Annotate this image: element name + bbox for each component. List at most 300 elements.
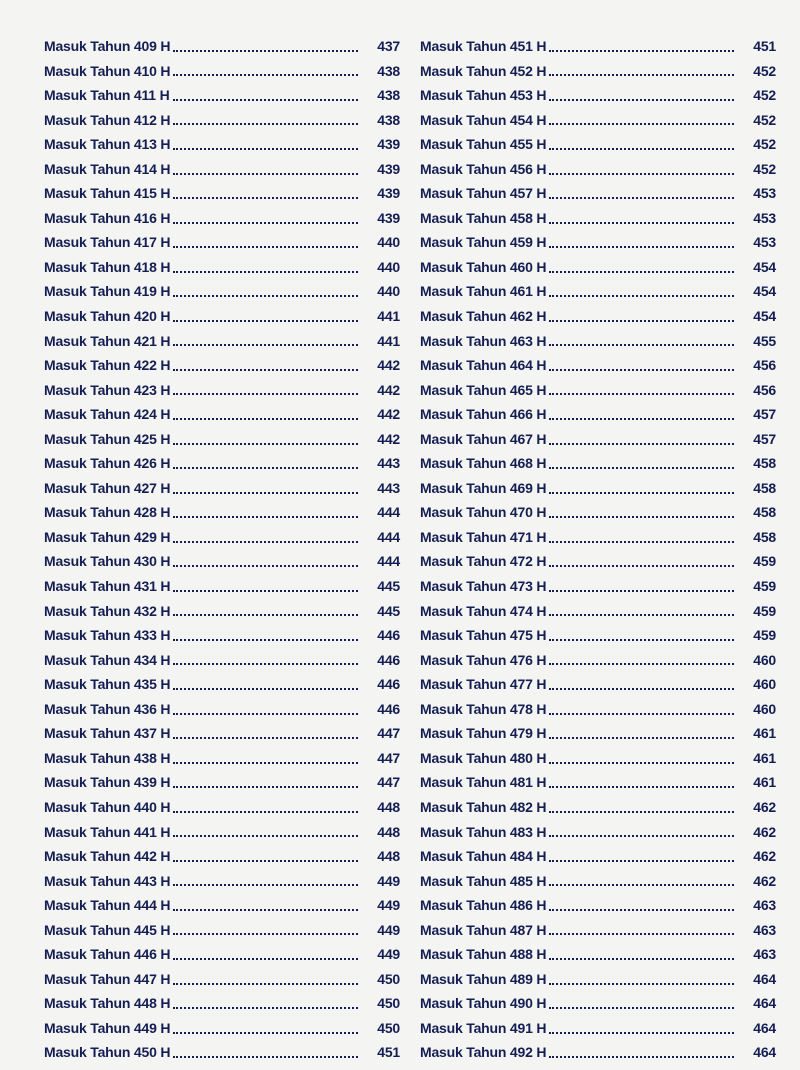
dot-leader [173, 589, 358, 592]
dot-leader [173, 98, 359, 101]
toc-entry-page-number: 449 [377, 946, 400, 963]
toc-entry-page-number: 464 [753, 1019, 776, 1036]
toc-entry [44, 427, 400, 452]
dot-leader [173, 957, 358, 960]
toc-entry-page-number: 449 [377, 897, 400, 914]
toc-entry-page-number: 443 [377, 479, 400, 496]
toc-entry-page-number: 463 [753, 921, 776, 938]
toc-entry-page-number: 452 [753, 87, 776, 104]
toc-entry [44, 623, 400, 648]
toc-entry [420, 820, 776, 845]
toc-entry [44, 599, 400, 624]
toc-entry-label: Masuk Tahun 442 H [44, 848, 171, 865]
dot-leader [549, 491, 734, 494]
dot-leader [173, 736, 358, 739]
toc-entry-page-number: 437 [377, 38, 400, 54]
toc-entry-page-number: 460 [753, 700, 776, 717]
toc-entry [420, 59, 776, 84]
toc-entry-label: Masuk Tahun 448 H [44, 995, 171, 1012]
toc-entry [44, 820, 400, 845]
toc-entry-page-number: 464 [753, 995, 776, 1012]
toc-entry [44, 967, 400, 992]
toc-entry-label: Masuk Tahun 417 H [44, 234, 171, 251]
dot-leader [173, 172, 358, 175]
toc-entry-label: Masuk Tahun 446 H [44, 946, 171, 963]
toc-entry-label: Masuk Tahun 492 H [420, 1044, 547, 1061]
toc-entry [420, 157, 776, 182]
toc-entry-label: Masuk Tahun 478 H [420, 700, 547, 717]
dot-leader [549, 662, 734, 665]
dot-leader [173, 1031, 358, 1034]
toc-entry [420, 427, 776, 452]
dot-leader [549, 834, 734, 837]
toc-entry [44, 378, 400, 403]
dot-leader [549, 638, 734, 641]
toc-entry [420, 599, 776, 624]
toc-entry-page-number: 442 [377, 357, 400, 374]
dot-leader [549, 957, 734, 960]
toc-entry-label: Masuk Tahun 447 H [44, 970, 171, 987]
toc-entry-label: Masuk Tahun 441 H [44, 823, 171, 840]
toc-entry-label: Masuk Tahun 471 H [420, 528, 547, 545]
toc-entry-page-number: 458 [753, 455, 776, 472]
toc-entry-label: Masuk Tahun 430 H [44, 553, 171, 570]
toc-entry [44, 795, 400, 820]
toc-entry [44, 206, 400, 231]
toc-entry [420, 721, 776, 746]
toc-entry [420, 1016, 776, 1041]
toc-entry-label: Masuk Tahun 409 H [44, 38, 171, 54]
toc-entry-page-number: 456 [753, 381, 776, 398]
toc-entry [420, 623, 776, 648]
toc-entry-page-number: 459 [753, 627, 776, 644]
dot-leader [549, 515, 734, 518]
dot-leader [173, 147, 358, 150]
dot-leader [549, 932, 734, 935]
dot-leader [549, 122, 734, 125]
dot-leader [173, 368, 358, 371]
toc-entry-label: Masuk Tahun 420 H [44, 308, 171, 325]
toc-entry-page-number: 449 [377, 921, 400, 938]
dot-leader [173, 1055, 358, 1058]
toc-entry-label: Masuk Tahun 463 H [420, 332, 547, 349]
toc-entry [44, 304, 400, 329]
toc-entry-page-number: 450 [377, 1019, 400, 1036]
dot-leader [549, 147, 734, 150]
toc-entry [44, 34, 400, 59]
toc-entry-label: Masuk Tahun 455 H [420, 136, 547, 153]
toc-entry-label: Masuk Tahun 479 H [420, 725, 547, 742]
toc-entry-page-number: 438 [377, 111, 400, 128]
dot-leader [549, 761, 734, 764]
toc-entry [420, 378, 776, 403]
toc-entry-page-number: 439 [377, 160, 400, 177]
toc-entry-page-number: 457 [753, 406, 776, 423]
toc-entry-page-number: 454 [753, 283, 776, 300]
toc-entry-page-number: 459 [753, 553, 776, 570]
dot-leader [549, 712, 734, 715]
toc-entry [420, 304, 776, 329]
toc-entry-label: Masuk Tahun 456 H [420, 160, 547, 177]
toc-entry [44, 893, 400, 918]
toc-entry-page-number: 446 [377, 627, 400, 644]
dot-leader [173, 564, 358, 567]
dot-leader [173, 417, 358, 420]
toc-entry-page-number: 456 [753, 357, 776, 374]
toc-entry-page-number: 454 [753, 258, 776, 275]
toc-entry-page-number: 441 [377, 308, 400, 325]
dot-leader [549, 417, 734, 420]
toc-entry-label: Masuk Tahun 418 H [44, 258, 171, 275]
toc-entry [44, 844, 400, 869]
toc-entry-label: Masuk Tahun 450 H [44, 1044, 171, 1061]
dot-leader [549, 245, 734, 248]
toc-entry [44, 525, 400, 550]
toc-entry-page-number: 459 [753, 602, 776, 619]
toc-entry [44, 353, 400, 378]
dot-leader [173, 638, 358, 641]
dot-leader [549, 1006, 734, 1009]
dot-leader [173, 932, 358, 935]
toc-entry-page-number: 448 [377, 823, 400, 840]
toc-entry [44, 918, 400, 943]
toc-entry [420, 844, 776, 869]
dot-leader [173, 73, 358, 76]
toc-entry [44, 770, 400, 795]
dot-leader [549, 73, 734, 76]
toc-entry-page-number: 450 [377, 970, 400, 987]
toc-entry-label: Masuk Tahun 424 H [44, 406, 171, 423]
toc-entry-label: Masuk Tahun 438 H [44, 749, 171, 766]
toc-entry [44, 451, 400, 476]
toc-entry-label: Masuk Tahun 458 H [420, 209, 547, 226]
toc-entry-page-number: 444 [377, 504, 400, 521]
dot-leader [549, 883, 734, 886]
dot-leader [173, 613, 358, 616]
dot-leader [549, 392, 734, 395]
toc-entry-page-number: 462 [753, 872, 776, 889]
toc-entry-label: Masuk Tahun 465 H [420, 381, 547, 398]
dot-leader [549, 810, 734, 813]
toc-entry [420, 206, 776, 231]
toc-entry [44, 500, 400, 525]
toc-entry-page-number: 464 [753, 1044, 776, 1061]
dot-leader [549, 368, 734, 371]
dot-leader [549, 98, 734, 101]
dot-leader [549, 294, 734, 297]
dot-leader [549, 540, 734, 543]
dot-leader [549, 589, 734, 592]
toc-entry-label: Masuk Tahun 440 H [44, 798, 171, 815]
toc-entry-page-number: 453 [753, 234, 776, 251]
toc-entry-page-number: 441 [377, 332, 400, 349]
toc-entry-label: Masuk Tahun 434 H [44, 651, 171, 668]
toc-entry [44, 991, 400, 1016]
toc-entry [44, 697, 400, 722]
toc-entry-page-number: 457 [753, 430, 776, 447]
toc-entry-label: Masuk Tahun 421 H [44, 332, 171, 349]
toc-entry [44, 549, 400, 574]
toc-entry-label: Masuk Tahun 489 H [420, 970, 547, 987]
dot-leader [549, 1031, 734, 1034]
toc-entry-page-number: 464 [753, 970, 776, 987]
toc-entry-label: Masuk Tahun 413 H [44, 136, 171, 153]
toc-entry-label: Masuk Tahun 453 H [420, 87, 547, 104]
toc-entry-page-number: 458 [753, 504, 776, 521]
toc-entry [420, 255, 776, 280]
toc-entry-label: Masuk Tahun 481 H [420, 774, 547, 791]
dot-leader [549, 442, 734, 445]
toc-entry-label: Masuk Tahun 443 H [44, 872, 171, 889]
dot-leader [173, 982, 358, 985]
dot-leader [549, 1055, 734, 1058]
toc-entry-label: Masuk Tahun 439 H [44, 774, 171, 791]
toc-entry [420, 770, 776, 795]
toc-entry-label: Masuk Tahun 476 H [420, 651, 547, 668]
toc-entry-page-number: 463 [753, 946, 776, 963]
dot-leader [173, 859, 358, 862]
toc-entry-label: Masuk Tahun 486 H [420, 897, 547, 914]
toc-entry-label: Masuk Tahun 437 H [44, 725, 171, 742]
toc-entry [420, 918, 776, 943]
toc-entry [44, 746, 400, 771]
toc-entry-page-number: 452 [753, 136, 776, 153]
dot-leader [549, 859, 734, 862]
dot-leader [549, 908, 734, 911]
toc-entry-page-number: 440 [377, 283, 400, 300]
toc-entry [420, 132, 776, 157]
dot-leader [173, 908, 358, 911]
toc-entry-page-number: 448 [377, 848, 400, 865]
toc-entry-page-number: 442 [377, 430, 400, 447]
toc-entry-page-number: 439 [377, 209, 400, 226]
dot-leader [173, 515, 358, 518]
toc-entry [420, 525, 776, 550]
dot-leader [173, 785, 358, 788]
dot-leader [549, 343, 734, 346]
toc-entry [420, 181, 776, 206]
toc-entry-label: Masuk Tahun 457 H [420, 185, 547, 202]
toc-entry [420, 869, 776, 894]
toc-entry-label: Masuk Tahun 464 H [420, 357, 547, 374]
toc-entry-page-number: 461 [753, 749, 776, 766]
toc-entry-page-number: 440 [377, 258, 400, 275]
toc-entry [420, 230, 776, 255]
toc-entry [44, 1040, 400, 1065]
toc-entry-label: Masuk Tahun 425 H [44, 430, 171, 447]
toc-entry-page-number: 446 [377, 700, 400, 717]
toc-entry-label: Masuk Tahun 474 H [420, 602, 547, 619]
toc-entry-label: Masuk Tahun 487 H [420, 921, 547, 938]
toc-entry [44, 476, 400, 501]
dot-leader [173, 343, 358, 346]
toc-entry-page-number: 460 [753, 651, 776, 668]
toc-entry [420, 648, 776, 673]
toc-entry-label: Masuk Tahun 480 H [420, 749, 547, 766]
toc-entry-page-number: 444 [377, 528, 400, 545]
toc-entry-label: Masuk Tahun 468 H [420, 455, 547, 472]
toc-entry [44, 942, 400, 967]
toc-entry [44, 230, 400, 255]
toc-entry-page-number: 447 [377, 749, 400, 766]
toc-entry-page-number: 458 [753, 479, 776, 496]
toc-entry [44, 1016, 400, 1041]
toc-entry [44, 132, 400, 157]
toc-entry-label: Masuk Tahun 483 H [420, 823, 547, 840]
dot-leader [173, 687, 358, 690]
toc-entry-label: Masuk Tahun 466 H [420, 406, 547, 423]
toc-entry-label: Masuk Tahun 475 H [420, 627, 547, 644]
toc-entry-page-number: 438 [377, 87, 400, 104]
toc-entry-page-number: 460 [753, 676, 776, 693]
toc-entry-page-number: 438 [377, 62, 400, 79]
toc-entry-page-number: 453 [753, 185, 776, 202]
dot-leader [549, 270, 734, 273]
toc-entry [44, 402, 400, 427]
toc-entry-label: Masuk Tahun 477 H [420, 676, 547, 693]
toc-entry-page-number: 446 [377, 676, 400, 693]
toc-entry [420, 697, 776, 722]
toc-entry [420, 353, 776, 378]
toc-entry-label: Masuk Tahun 436 H [44, 700, 171, 717]
toc-entry-page-number: 445 [377, 602, 400, 619]
dot-leader [173, 1006, 358, 1009]
toc-entry [44, 574, 400, 599]
toc-entry-page-number: 451 [377, 1044, 400, 1061]
toc-entry-label: Masuk Tahun 416 H [44, 209, 171, 226]
toc-entry [420, 893, 776, 918]
toc-entry [420, 574, 776, 599]
dot-leader [173, 294, 358, 297]
toc-entry-page-number: 461 [753, 725, 776, 742]
dot-leader [173, 122, 358, 125]
dot-leader [549, 564, 734, 567]
toc-entry-label: Masuk Tahun 414 H [44, 160, 171, 177]
toc-entry-label: Masuk Tahun 460 H [420, 258, 547, 275]
toc-entry-label: Masuk Tahun 467 H [420, 430, 547, 447]
toc-entry-page-number: 447 [377, 774, 400, 791]
toc-entry-page-number: 442 [377, 381, 400, 398]
dot-leader [173, 712, 358, 715]
toc-entry-label: Masuk Tahun 429 H [44, 528, 171, 545]
toc-entry-page-number: 439 [377, 185, 400, 202]
toc-entry-label: Masuk Tahun 459 H [420, 234, 547, 251]
toc-entry-page-number: 447 [377, 725, 400, 742]
toc-entry [44, 279, 400, 304]
dot-leader [173, 196, 358, 199]
toc-entry [420, 402, 776, 427]
dot-leader [549, 736, 734, 739]
toc-entry [420, 991, 776, 1016]
toc-entry-label: Masuk Tahun 490 H [420, 995, 547, 1012]
toc-entry-label: Masuk Tahun 485 H [420, 872, 547, 889]
toc-entry-page-number: 440 [377, 234, 400, 251]
toc-entry-page-number: 454 [753, 308, 776, 325]
toc-entry [44, 672, 400, 697]
toc-entry [420, 108, 776, 133]
toc-entry-page-number: 452 [753, 62, 776, 79]
toc-left-column [44, 34, 400, 1065]
toc-entry [420, 795, 776, 820]
toc-entry-page-number: 439 [377, 136, 400, 153]
toc-entry [420, 746, 776, 771]
dot-leader [173, 392, 358, 395]
toc-entry-page-number: 451 [753, 38, 776, 54]
dot-leader [173, 540, 358, 543]
toc-entry-page-number: 461 [753, 774, 776, 791]
dot-leader [173, 662, 358, 665]
toc-entry-page-number: 445 [377, 578, 400, 595]
toc-entry-label: Masuk Tahun 428 H [44, 504, 171, 521]
toc-entry [420, 500, 776, 525]
toc-entry-page-number: 462 [753, 798, 776, 815]
toc-entry-label: Masuk Tahun 427 H [44, 479, 171, 496]
toc-entry [420, 34, 776, 59]
dot-leader [549, 319, 734, 322]
toc-entry [44, 83, 400, 108]
toc-entry [44, 721, 400, 746]
dot-leader [549, 466, 734, 469]
toc-entry-page-number: 458 [753, 528, 776, 545]
toc-entry [420, 83, 776, 108]
toc-entry-page-number: 446 [377, 651, 400, 668]
toc-entry-label: Masuk Tahun 484 H [420, 848, 547, 865]
toc-entry-label: Masuk Tahun 461 H [420, 283, 547, 300]
toc-entry [420, 967, 776, 992]
dot-leader [549, 196, 734, 199]
toc-entry-label: Masuk Tahun 422 H [44, 357, 171, 374]
toc-entry-label: Masuk Tahun 431 H [44, 578, 171, 595]
toc-entry-page-number: 448 [377, 798, 400, 815]
dot-leader [173, 245, 358, 248]
toc-entry [420, 451, 776, 476]
toc-entry [44, 157, 400, 182]
dot-leader [173, 761, 358, 764]
toc-entry-label: Masuk Tahun 411 H [44, 87, 170, 104]
dot-leader [549, 221, 734, 224]
toc-entry-page-number: 442 [377, 406, 400, 423]
toc-entry-page-number: 452 [753, 111, 776, 128]
toc-entry-label: Masuk Tahun 451 H [420, 38, 547, 54]
toc-entry-label: Masuk Tahun 488 H [420, 946, 547, 963]
dot-leader [173, 834, 358, 837]
dot-leader [549, 613, 734, 616]
dot-leader [173, 442, 358, 445]
toc-entry [44, 181, 400, 206]
toc-entry-label: Masuk Tahun 462 H [420, 308, 547, 325]
toc-entry-label: Masuk Tahun 491 H [420, 1019, 547, 1036]
toc-entry-label: Masuk Tahun 482 H [420, 798, 547, 815]
toc-entry-label: Masuk Tahun 454 H [420, 111, 547, 128]
toc-entry-label: Masuk Tahun 435 H [44, 676, 171, 693]
toc-entry-page-number: 443 [377, 455, 400, 472]
dot-leader [173, 319, 358, 322]
toc-entry-page-number: 462 [753, 848, 776, 865]
toc-entry-page-number: 463 [753, 897, 776, 914]
toc-entry [420, 942, 776, 967]
toc-entry [44, 108, 400, 133]
dot-leader [173, 491, 358, 494]
dot-leader [173, 270, 358, 273]
toc-entry-label: Masuk Tahun 473 H [420, 578, 547, 595]
toc-entry-page-number: 452 [753, 160, 776, 177]
toc-entry-page-number: 462 [753, 823, 776, 840]
toc-entry-label: Masuk Tahun 469 H [420, 479, 547, 496]
toc-entry [44, 255, 400, 280]
dot-leader [173, 49, 358, 52]
toc-entry-page-number: 444 [377, 553, 400, 570]
dot-leader [173, 466, 358, 469]
